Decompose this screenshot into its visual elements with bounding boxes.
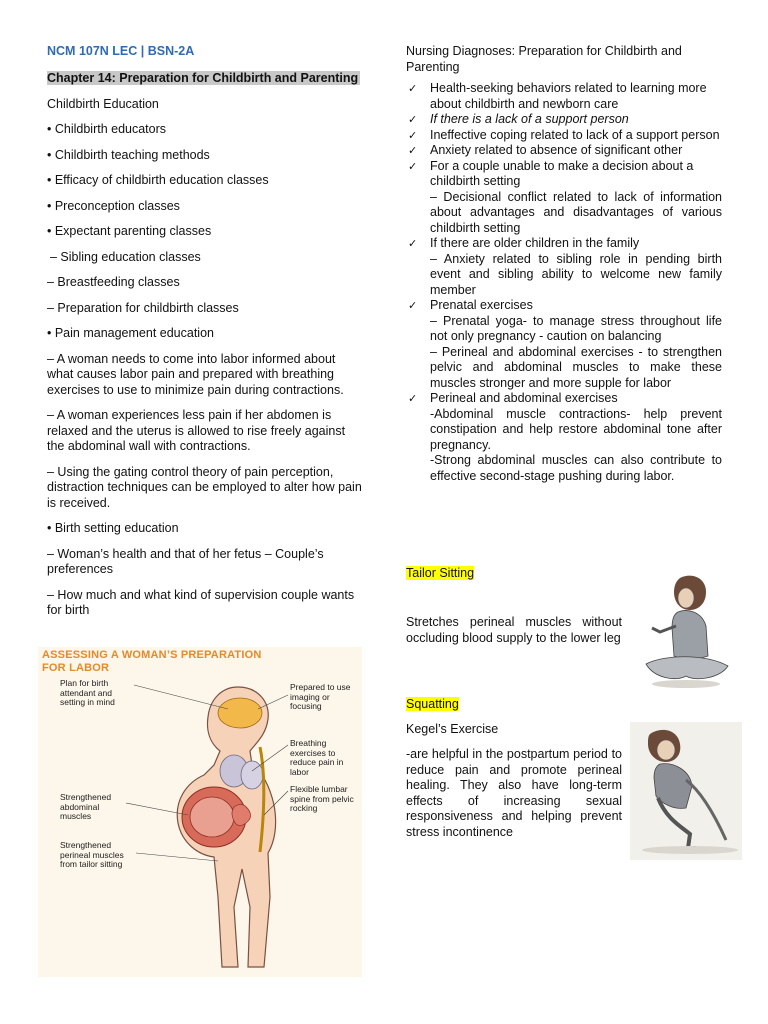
diagnoses-title: Nursing Diagnoses: Preparation for Childbirth and Parenting bbox=[406, 44, 682, 74]
sub-item: – Perineal and abdominal exercises - to strengthen pelvic and abdominal muscles to make these muscles stronger and more supple for labor bbox=[430, 344, 722, 390]
list-item: – A woman experiences less pain if her abdomen is relaxed and the uterus is allowed to rise freely against the abdominal wall with contractions. bbox=[47, 408, 346, 453]
list-item: ✓ If there are older children in the family – Anxiety related to sibling role in pending birth event and sibling ability to welcome new family member bbox=[408, 236, 722, 297]
sub-item: -Strong abdominal muscles can also contribute to effective second-stage pushing during labor. bbox=[430, 453, 722, 483]
labor-preparation-figure bbox=[38, 647, 362, 977]
list-item: – Sibling education classes bbox=[50, 249, 201, 264]
chapter-title: Chapter 14: Preparation for Childbirth and Parenting bbox=[47, 70, 359, 85]
squatting-illustration bbox=[630, 722, 742, 860]
check-mark-icon: ✓ bbox=[408, 144, 418, 157]
list-item: – Using the gating control theory of pain perception, distraction techniques can be employed to alter how pain is received. bbox=[47, 464, 362, 510]
list-item: • Pain management education bbox=[47, 326, 214, 340]
list-item: • Expectant parenting classes bbox=[47, 224, 212, 238]
list-item: • Childbirth educators bbox=[47, 122, 167, 136]
list-item: ✓ Prenatal exercises – Prenatal yoga- to manage stress throughout life not only pregnancy - caution on balancing – Perineal and abdominal exercises - to strengthen pelvic and abdominal muscles to make these muscles stronger and more supple for labor bbox=[408, 298, 722, 390]
check-mark-icon: ✓ bbox=[408, 392, 418, 405]
list-item: – Preparation for childbirth classes bbox=[47, 300, 239, 315]
tailor-sitting-heading: Tailor Sitting bbox=[406, 566, 475, 580]
label-abdominal: Strengthened abdominal muscles bbox=[60, 792, 112, 821]
list-item: ✓ For a couple unable to make a decision about a childbirth setting – Decisional conflict related to lack of information about advantages and disadvantages of various childbirth setting bbox=[408, 158, 722, 235]
label-prepared: Prepared to use imaging or focusing bbox=[290, 682, 351, 711]
list-item: Childbirth Education bbox=[47, 96, 159, 111]
list-item: ✓ Ineffective coping related to lack of a support person bbox=[408, 127, 720, 142]
list-item: • Efficacy of childbirth education classes bbox=[47, 173, 269, 187]
list-item: – How much and what kind of supervision couple wants for birth bbox=[47, 587, 355, 617]
sub-item: – Decisional conflict related to lack of information about advantages and disadvantages of various childbirth setting bbox=[430, 189, 722, 235]
list-item: – Breastfeeding classes bbox=[47, 275, 180, 289]
check-mark-icon: ✓ bbox=[408, 237, 418, 250]
kegel-heading: Kegel’s Exercise bbox=[406, 722, 499, 736]
chapter-title-wrap bbox=[47, 70, 365, 86]
right-column bbox=[406, 44, 722, 484]
list-item: ✓ If there is a lack of a support person bbox=[408, 112, 629, 126]
list-item: • Birth setting education bbox=[47, 521, 179, 535]
check-mark-icon: ✓ bbox=[408, 82, 418, 95]
tailor-sitting-illustration bbox=[636, 568, 738, 698]
label-perineal: Strengthened perineal muscles from tailor sitting bbox=[60, 840, 124, 869]
check-mark-icon: ✓ bbox=[408, 299, 418, 312]
list-item: – A woman needs to come into labor informed about what causes labor pain and prepared with breathing exercises to use to minimize pain during contractions. bbox=[47, 351, 344, 397]
tailor-sitting-text: Stretches perineal muscles without occluding blood supply to the lower leg bbox=[406, 615, 622, 645]
figure-title: ASSESSING A WOMAN’S PREPARATION FOR LABOR bbox=[42, 649, 262, 674]
list-item: ✓ Health-seeking behaviors related to learning more about childbirth and newborn care bbox=[408, 81, 707, 111]
list-item: • Preconception classes bbox=[47, 198, 180, 213]
label-lumbar: Flexible lumbar spine from pelvic rocking bbox=[290, 784, 354, 813]
kegel-text: -are helpful in the postpartum period to reduce pain and promote perineal healing. They also have long-term effects of increasing sexual responsiveness and helping prevent stress incontinence bbox=[406, 747, 622, 839]
list-item: – Woman’s health and that of her fetus – Couple’s preferences bbox=[47, 546, 324, 576]
sub-item: – Anxiety related to sibling role in pending birth event and sibling ability to welcome new family member bbox=[430, 251, 722, 297]
course-header: NCM 107N LEC | BSN-2A bbox=[47, 44, 195, 58]
left-column bbox=[47, 44, 365, 629]
label-plan: Plan for birth attendant and setting in mind bbox=[60, 678, 115, 707]
diagnoses-list bbox=[406, 81, 722, 484]
label-breathing: Breathing exercises to reduce pain in labor bbox=[290, 738, 344, 777]
list-item: ✓ Anxiety related to absence of significant other bbox=[408, 143, 683, 157]
sub-item: -Abdominal muscle contractions- help prevent constipation and help restore abdominal tone after pregnancy. bbox=[430, 406, 722, 452]
squatting-heading: Squatting bbox=[406, 697, 459, 711]
list-item: ✓ Perineal and abdominal exercises -Abdominal muscle contractions- help prevent constipation and help restore abdominal tone after pregnancy. -Strong abdominal muscles can also contribute to effective second-stage pushing during labor. bbox=[408, 391, 722, 483]
check-mark-icon: ✓ bbox=[408, 128, 418, 142]
sub-item: – Prenatal yoga- to manage stress throughout life not only pregnancy - caution on balancing bbox=[430, 313, 722, 343]
check-mark-icon: ✓ bbox=[408, 159, 418, 173]
list-item: • Childbirth teaching methods bbox=[47, 147, 210, 162]
check-mark-icon: ✓ bbox=[408, 113, 418, 126]
